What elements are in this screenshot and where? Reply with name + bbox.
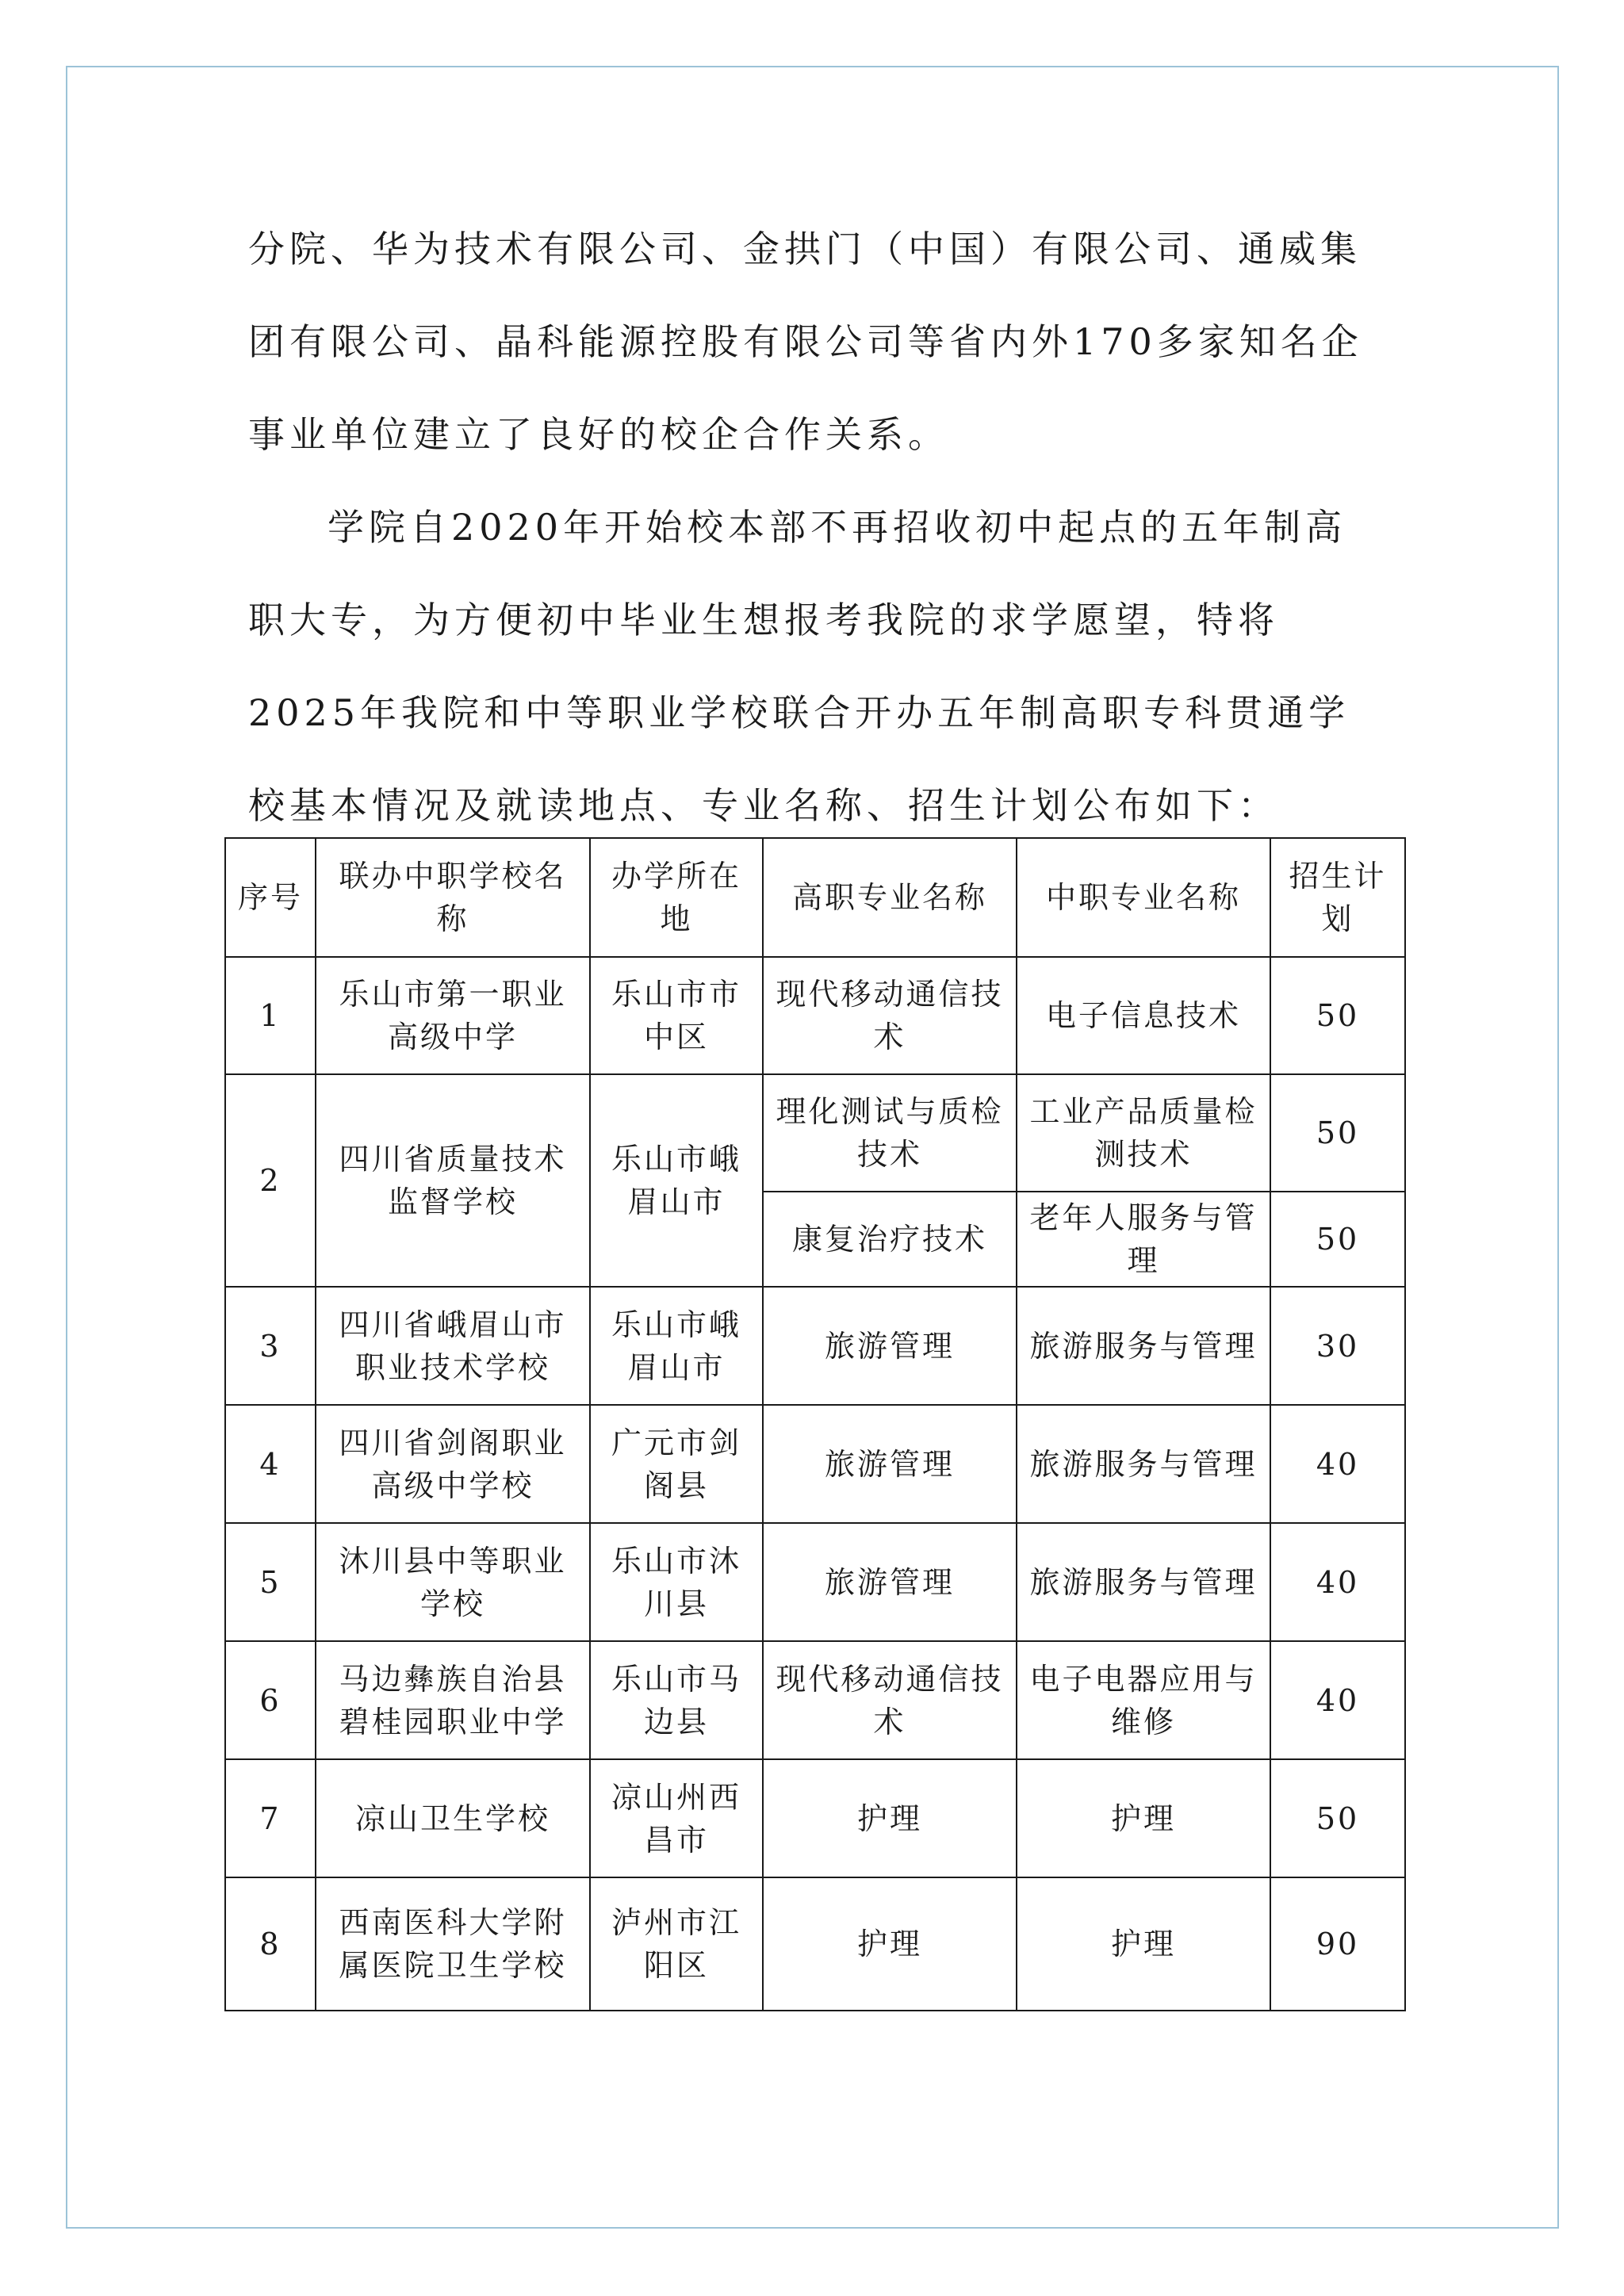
enrollment-plan-table: [224, 837, 1406, 2011]
cell-enrollment-plan: 50: [1270, 1192, 1405, 1287]
cell-higher-major: 旅游管理: [763, 1287, 1017, 1405]
cell-secondary-major: 旅游服务与管理: [1017, 1405, 1270, 1523]
cell-location: 乐山市沐川县: [590, 1523, 763, 1641]
cell-location: 广元市剑阁县: [590, 1405, 763, 1523]
cell-higher-major: 旅游管理: [763, 1405, 1017, 1523]
header-secondary-major: 中职专业名称: [1017, 838, 1270, 957]
cell-school-name: 沐川县中等职业学校: [316, 1523, 590, 1641]
cell-serial-number: 5: [225, 1523, 316, 1641]
table-row: [225, 957, 1405, 1074]
paragraph-1: 分院、华为技术有限公司、金拱门（中国）有限公司、通威集团有限公司、晶科能源控股有限公司等省内外170多家知名企事业单位建立了良好的校企合作关系。: [248, 228, 1363, 456]
cell-serial-number: 6: [225, 1641, 316, 1759]
cell-enrollment-plan: 30: [1270, 1287, 1405, 1405]
cell-school-name: 马边彝族自治县碧桂园职业中学: [316, 1641, 590, 1759]
header-serial-number: 序号: [225, 838, 316, 957]
cell-higher-major: 现代移动通信技术: [763, 1641, 1017, 1759]
cell-school-name: 四川省剑阁职业高级中学校: [316, 1405, 590, 1523]
table-row: [225, 1877, 1405, 2011]
table-row: [225, 1074, 1405, 1192]
cell-secondary-major: 护理: [1017, 1759, 1270, 1877]
cell-school-name: 四川省峨眉山市职业技术学校: [316, 1287, 590, 1405]
table-header-row: [225, 838, 1405, 957]
cell-school-name: 乐山市第一职业高级中学: [316, 957, 590, 1074]
body-text: [248, 203, 1382, 852]
cell-serial-number: 1: [225, 957, 316, 1074]
cell-secondary-major: 旅游服务与管理: [1017, 1523, 1270, 1641]
header-location: 办学所在地: [590, 838, 763, 957]
cell-location: 泸州市江阳区: [590, 1877, 763, 2011]
cell-secondary-major: 旅游服务与管理: [1017, 1287, 1270, 1405]
cell-enrollment-plan: 50: [1270, 957, 1405, 1074]
cell-location: 凉山州西昌市: [590, 1759, 763, 1877]
cell-secondary-major: 老年人服务与管理: [1017, 1192, 1270, 1287]
cell-enrollment-plan: 40: [1270, 1405, 1405, 1523]
header-higher-major: 高职专业名称: [763, 838, 1017, 957]
cell-location: 乐山市市中区: [590, 957, 763, 1074]
table-row: [225, 1405, 1405, 1523]
cell-higher-major: 旅游管理: [763, 1523, 1017, 1641]
cell-school-name: 四川省质量技术监督学校: [316, 1074, 590, 1287]
cell-higher-major: 现代移动通信技术: [763, 957, 1017, 1074]
cell-secondary-major: 电子电器应用与维修: [1017, 1641, 1270, 1759]
cell-school-name: 凉山卫生学校: [316, 1759, 590, 1877]
cell-serial-number: 8: [225, 1877, 316, 2011]
paragraph-2: 学院自2020年开始校本部不再招收初中起点的五年制高职大专，为方便初中毕业生想报考我院的求学愿望，特将2025年我院和中等职业学校联合开办五年制高职专科贯通学校基本情况及就读地点、专业名称、招生计划公布如下：: [248, 506, 1350, 827]
cell-higher-major: 护理: [763, 1759, 1017, 1877]
cell-enrollment-plan: 40: [1270, 1641, 1405, 1759]
cell-enrollment-plan: 50: [1270, 1759, 1405, 1877]
cell-enrollment-plan: 90: [1270, 1877, 1405, 2011]
cell-higher-major: 护理: [763, 1877, 1017, 2011]
table-row: [225, 1523, 1405, 1641]
cell-school-name: 西南医科大学附属医院卫生学校: [316, 1877, 590, 2011]
cell-serial-number: 7: [225, 1759, 316, 1877]
cell-secondary-major: 电子信息技术: [1017, 957, 1270, 1074]
cell-higher-major: 康复治疗技术: [763, 1192, 1017, 1287]
cell-location: 乐山市马边县: [590, 1641, 763, 1759]
table-row: [225, 1287, 1405, 1405]
cell-serial-number: 2: [225, 1074, 316, 1287]
header-enrollment-plan: 招生计划: [1270, 838, 1405, 957]
cell-secondary-major: 工业产品质量检测技术: [1017, 1074, 1270, 1192]
cell-serial-number: 3: [225, 1287, 316, 1405]
cell-location: 乐山市峨眉山市: [590, 1074, 763, 1287]
cell-higher-major: 理化测试与质检技术: [763, 1074, 1017, 1192]
cell-location: 乐山市峨眉山市: [590, 1287, 763, 1405]
cell-enrollment-plan: 50: [1270, 1074, 1405, 1192]
cell-serial-number: 4: [225, 1405, 316, 1523]
cell-enrollment-plan: 40: [1270, 1523, 1405, 1641]
table-row: [225, 1641, 1405, 1759]
header-school-name: 联办中职学校名称: [316, 838, 590, 957]
table-row: [225, 1759, 1405, 1877]
cell-secondary-major: 护理: [1017, 1877, 1270, 2011]
